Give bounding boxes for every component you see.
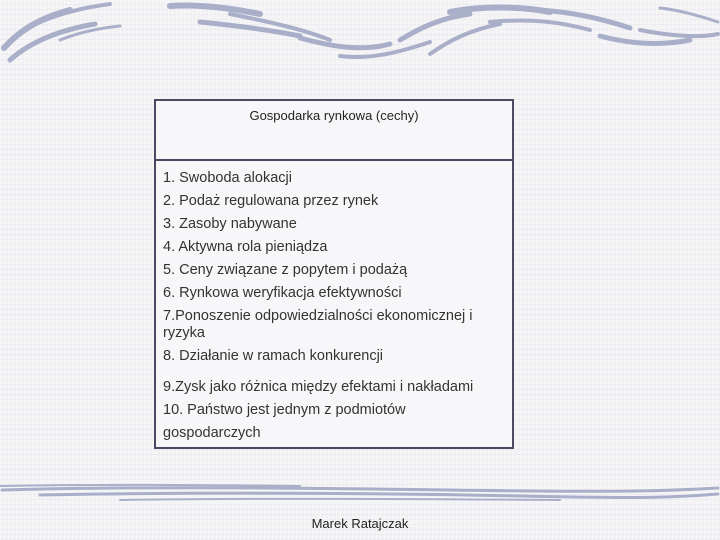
list-item: 7.Ponoszenie odpowiedzialności ekonomicznej i ryzyka <box>163 308 473 341</box>
decorative-brush-strokes-bottom <box>0 478 720 506</box>
table-title: Gospodarka rynkowa (cechy) <box>156 101 512 161</box>
list-item: 2. Podaż regulowana przez rynek <box>163 193 379 209</box>
list-item: 9.Zysk jako różnica między efektami i nakładami <box>163 379 474 395</box>
author-footer: Marek Ratajczak <box>311 516 409 531</box>
list-item: 10. Państwo jest jednym z podmiotów gospodarczych <box>163 402 406 441</box>
list-item: 6. Rynkowa weryfikacja efektywności <box>163 285 402 301</box>
list-item: 4. Aktywna rola pieniądza <box>163 239 328 255</box>
list-item: 1. Swoboda alokacji <box>163 170 292 186</box>
list-item: 5. Ceny związane z popytem i podażą <box>163 262 408 278</box>
list-item: 8. Działanie w ramach konkurencji <box>163 348 384 364</box>
list-item: 3. Zasoby nabywane <box>163 216 297 232</box>
decorative-brush-strokes-top <box>0 0 720 64</box>
features-table <box>154 99 514 449</box>
features-list <box>156 161 512 445</box>
